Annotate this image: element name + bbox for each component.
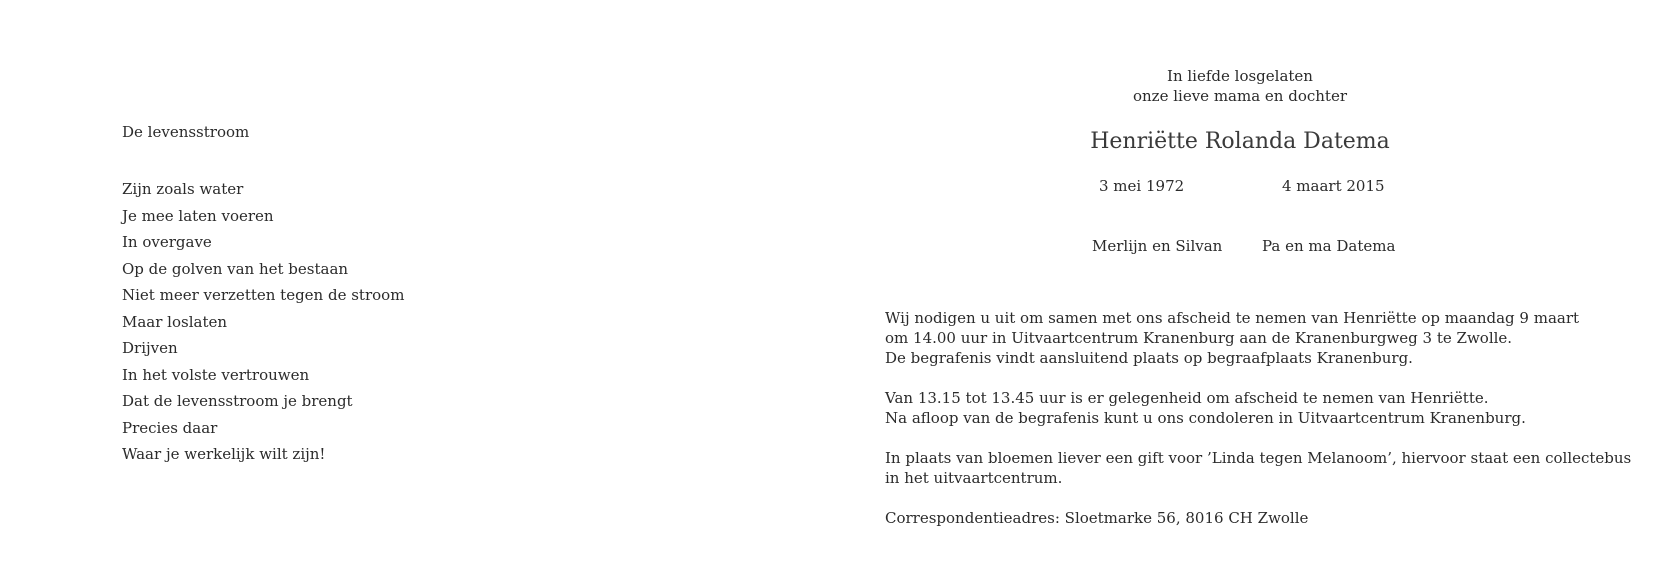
poem-line: Op de golven van het bestaan bbox=[122, 259, 349, 278]
poem bbox=[122, 122, 842, 468]
deceased-name: Henriëtte Rolanda Datema bbox=[1090, 129, 1390, 154]
signer-parents: Pa en ma Datema bbox=[1262, 237, 1396, 255]
date-of-death: 4 maart 2015 bbox=[1282, 177, 1385, 195]
poem-line: Zijn zoals water bbox=[122, 180, 244, 198]
poem-line: In overgave bbox=[122, 233, 212, 251]
intro-line: In liefde losgelaten bbox=[1167, 67, 1313, 85]
signer-children: Merlijn en Silvan bbox=[1092, 237, 1223, 255]
poem-line: Je mee laten voeren bbox=[122, 206, 274, 225]
paragraph-farewell bbox=[885, 388, 1605, 428]
poem-line: Drijven bbox=[122, 339, 178, 357]
poem-title: De levensstroom bbox=[122, 123, 250, 141]
announcement-body bbox=[885, 308, 1632, 548]
date-of-birth: 3 mei 1972 bbox=[1099, 177, 1185, 195]
poem-line: Niet meer verzetten tegen de stroom bbox=[122, 286, 405, 304]
poem-lines bbox=[122, 176, 842, 468]
body-line: Na afloop van de begrafenis kunt u ons condoleren in Uitvaartcentrum Kranenburg. bbox=[885, 409, 1526, 427]
paragraph-donation bbox=[885, 448, 1632, 488]
body-line: in het uitvaartcentrum. bbox=[885, 469, 1063, 487]
body-line: Wij nodigen u uit om samen met ons afscheid te nemen van Henriëtte op maandag 9 maart bbox=[885, 309, 1580, 327]
body-line: Van 13.15 tot 13.45 uur is er gelegenheid om afscheid te nemen van Henriëtte. bbox=[885, 389, 1489, 407]
correspondence-address: Correspondentieadres: Sloetmarke 56, 8016 CH Zwolle bbox=[885, 509, 1309, 527]
body-line: De begrafenis vindt aansluitend plaats op begraafplaats Kranenburg. bbox=[885, 349, 1413, 367]
intro-text bbox=[1035, 66, 1445, 106]
poem-line: Waar je werkelijk wilt zijn! bbox=[122, 445, 326, 463]
poem-line: Precies daar bbox=[122, 418, 218, 437]
body-line: In plaats van bloemen liever een gift voor ’Linda tegen Melanoom’, hiervoor staat een collectebus bbox=[885, 449, 1632, 467]
paragraph-invitation bbox=[885, 308, 1605, 368]
poem-line: Maar loslaten bbox=[122, 312, 228, 331]
body-line: om 14.00 uur in Uitvaartcentrum Kranenburg aan de Kranenburgweg 3 te Zwolle. bbox=[885, 329, 1513, 347]
poem-line: In het volste vertrouwen bbox=[122, 365, 310, 384]
poem-line: Dat de levensstroom je brengt bbox=[122, 392, 353, 410]
intro-line: onze lieve mama en dochter bbox=[1132, 87, 1347, 105]
paragraph-address bbox=[885, 508, 1605, 528]
